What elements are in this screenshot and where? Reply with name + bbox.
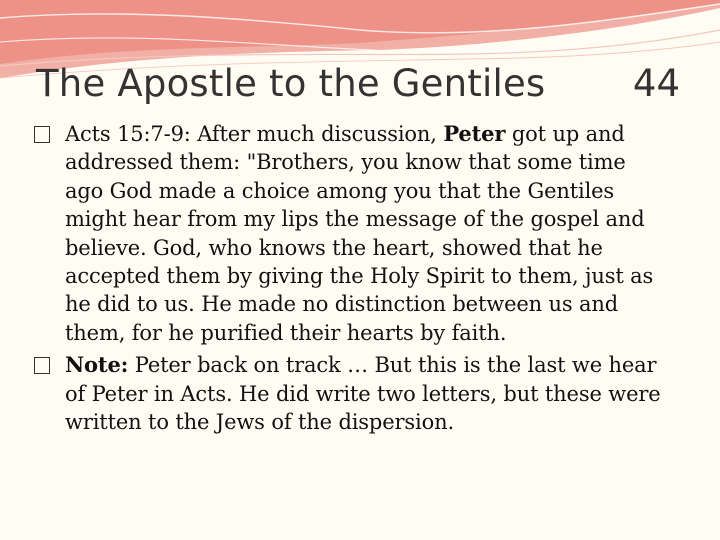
bullet-label: Note: [65,352,129,378]
slide-title: The Apostle to the Gentiles [36,62,546,105]
bullet-box-icon [34,357,50,374]
bullet-item [30,120,670,347]
title-row [36,62,684,112]
slide-number: 44 [632,62,680,105]
bullet-box-icon [34,126,50,143]
bullet-emphasis: Peter [443,121,506,146]
bullet-text-before: Acts 15:7-9: After much discussion, [65,122,444,146]
bullet-text-after: got up and addressed them: "Brothers, you know that some time ago God made a choice among you that the Gentiles might hear from my lips the message of the gospel and believe. God, who knows the heart, showed that he accepted them by giving the Holy Spirit to them, just as he did to us. He made no distinction between us and them, for he purified their hearts by faith. [65,122,654,345]
slide-content [30,120,670,440]
bullet-item [30,351,670,436]
bullet-text: Peter back on track … But this is the last we hear of Peter in Acts. He did write two letters, but these were written to the Jews of the dispersion. [65,353,661,435]
